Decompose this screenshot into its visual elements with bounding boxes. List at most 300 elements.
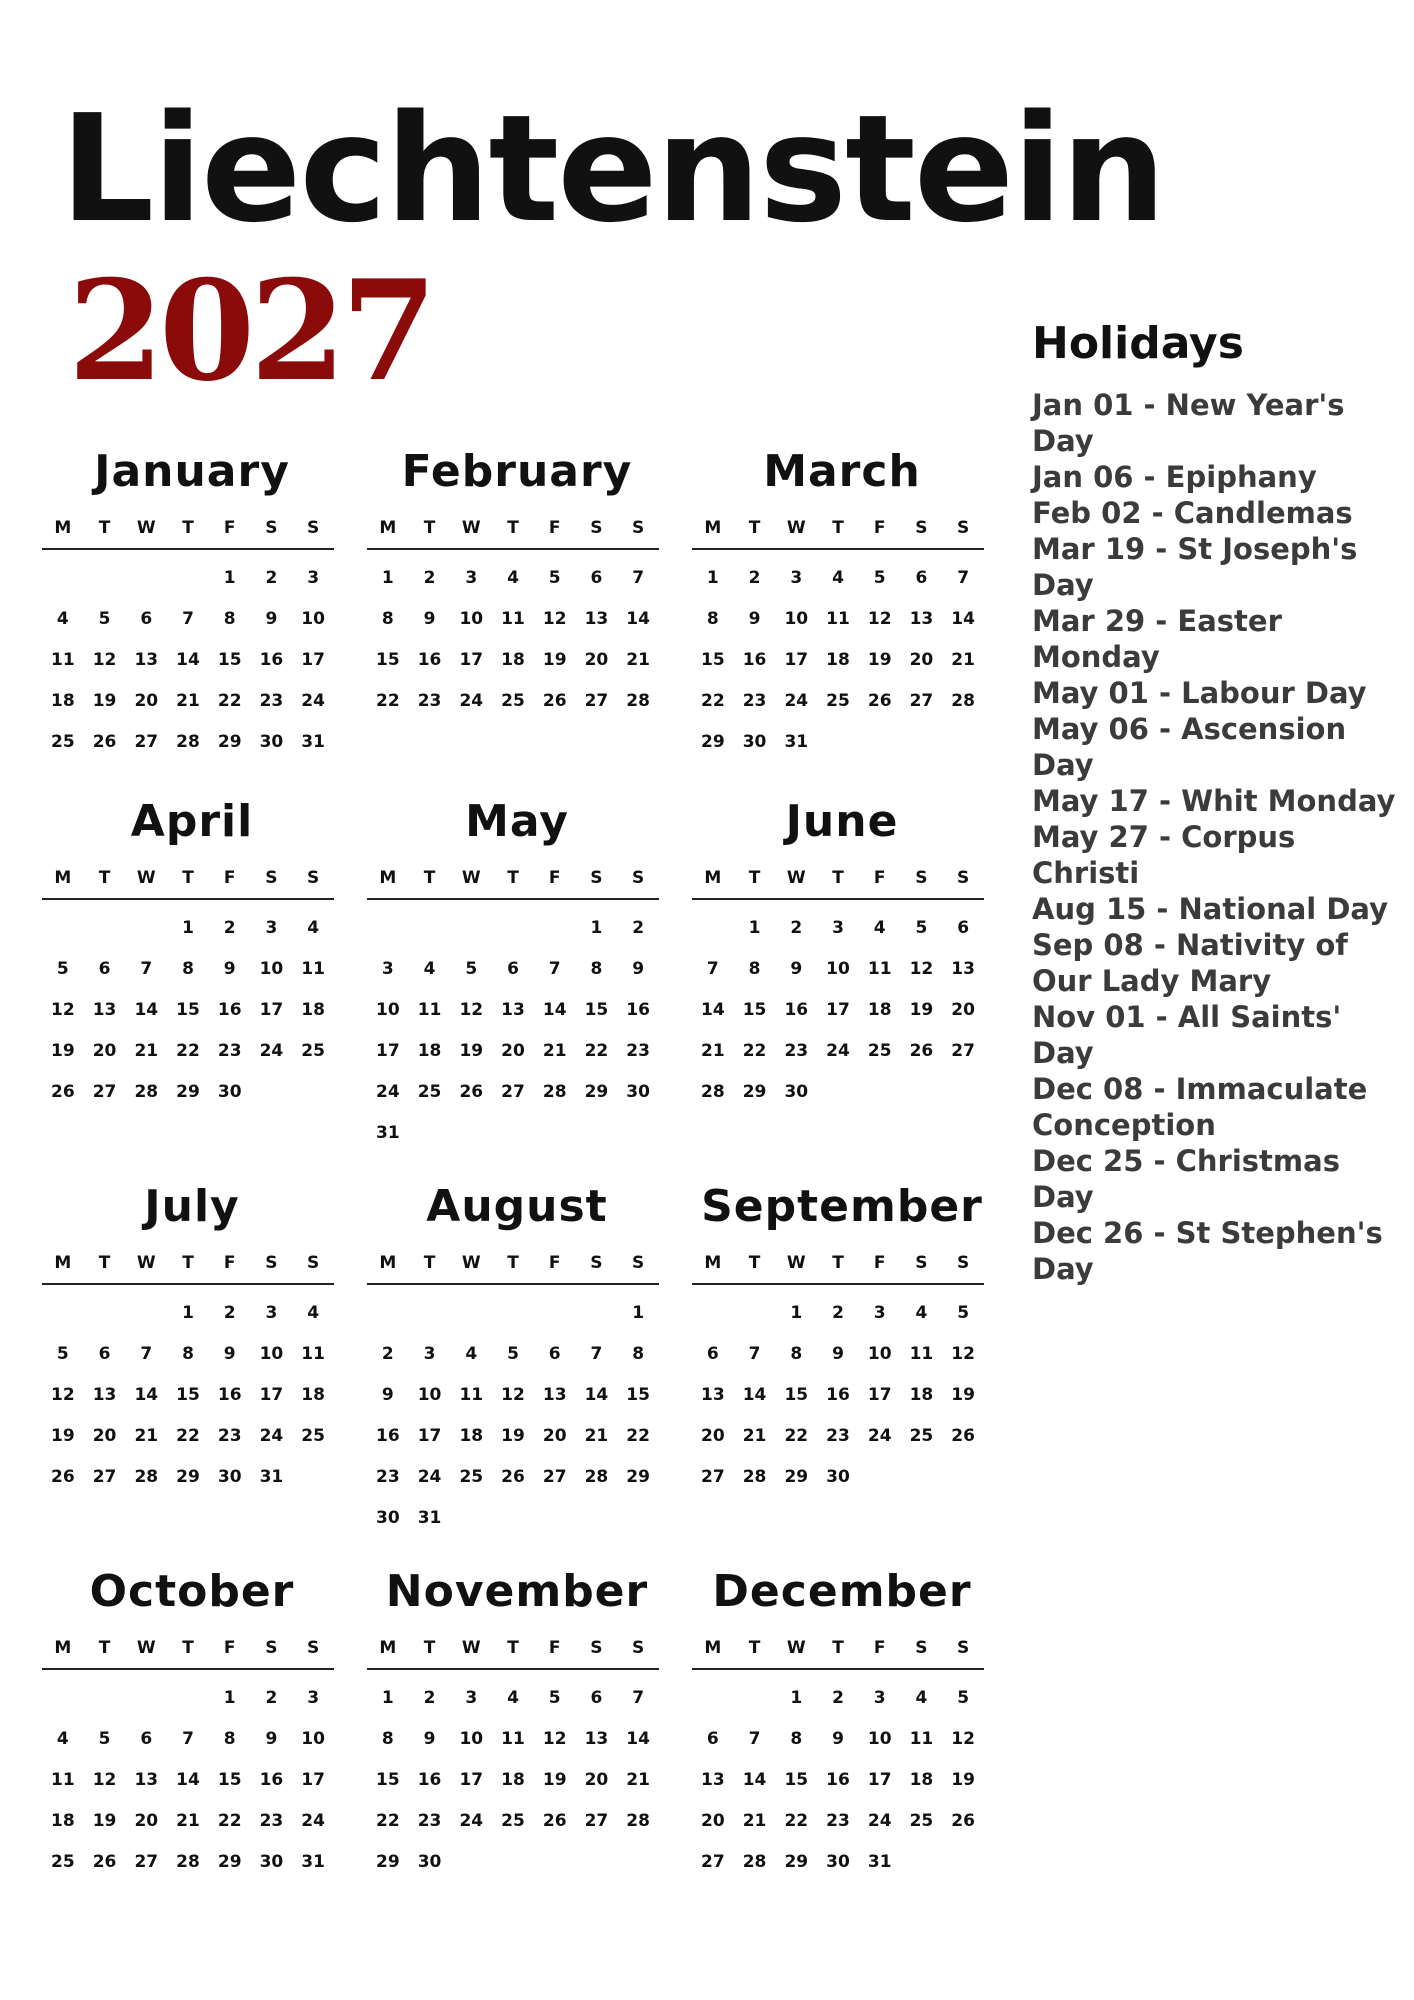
day-cell: 27: [584, 691, 609, 711]
day-cell: 29: [784, 1852, 809, 1872]
day-cell: 11: [51, 650, 75, 670]
day-cell: 25: [909, 1426, 934, 1446]
day-cell: 2: [423, 568, 436, 588]
day-cell: 30: [626, 1082, 650, 1102]
weekday-label: W: [786, 868, 806, 888]
day-cell: 21: [176, 1811, 200, 1831]
day-cell: 31: [259, 1467, 284, 1487]
weekday-label: T: [748, 868, 761, 888]
month-december: [692, 1560, 992, 1883]
month-name: January: [94, 446, 290, 497]
day-cell: 29: [176, 1467, 200, 1487]
weekday-label: M: [704, 1638, 722, 1658]
empty-cell: [125, 908, 167, 949]
day-cell: 24: [259, 1426, 284, 1446]
month-name: August: [426, 1181, 608, 1232]
day-cell: 14: [176, 1770, 200, 1790]
weekday-label: T: [182, 1638, 194, 1658]
day-cell: 28: [742, 1852, 767, 1872]
holiday-item: Aug 15 - National Day: [1032, 892, 1389, 926]
day-cell: 26: [51, 1467, 75, 1487]
day-cell: 28: [951, 691, 975, 711]
day-cell: 5: [548, 568, 561, 588]
day-cell: 22: [176, 1041, 200, 1061]
day-cell: 22: [701, 691, 725, 711]
day-cell: 19: [459, 1041, 484, 1061]
day-cell: 10: [459, 609, 484, 629]
day-cell: 15: [176, 1000, 200, 1020]
day-cell: 25: [501, 1811, 525, 1831]
day-cell: 10: [867, 1344, 892, 1364]
day-cell: 24: [867, 1811, 892, 1831]
weekday-label: S: [915, 1638, 928, 1658]
day-cell: 10: [784, 609, 809, 629]
day-cell: 14: [176, 650, 200, 670]
day-cell: 27: [542, 1467, 567, 1487]
day-cell: 1: [706, 568, 719, 588]
day-cell: 3: [832, 918, 844, 938]
day-cell: 26: [51, 1082, 75, 1102]
day-cell: 9: [265, 1729, 278, 1749]
day-cell: 3: [381, 959, 394, 979]
day-cell: 29: [701, 732, 725, 752]
day-cell: 22: [217, 1811, 242, 1831]
day-cell: 14: [542, 1000, 567, 1020]
day-cell: 20: [909, 650, 934, 670]
weekday-label: M: [379, 1253, 397, 1273]
empty-cell: [42, 558, 84, 599]
day-cell: 1: [182, 1303, 194, 1323]
day-cell: 14: [134, 1000, 159, 1020]
day-cell: 14: [742, 1770, 767, 1790]
weekday-header: [692, 854, 984, 900]
day-cell: 24: [459, 1811, 484, 1831]
day-cell: 25: [826, 691, 850, 711]
weekday-label: M: [54, 518, 72, 538]
holiday-item: May 06 - Ascension Day: [1032, 712, 1347, 782]
weekday-label: S: [957, 1638, 970, 1658]
day-cell: 16: [259, 650, 284, 670]
day-cell: 7: [632, 568, 645, 588]
day-cell: 30: [376, 1508, 400, 1528]
empty-cell: [450, 908, 492, 949]
day-cell: 23: [376, 1467, 400, 1487]
day-cell: 5: [957, 1303, 970, 1323]
day-cell: 2: [423, 1688, 436, 1708]
day-grid: [692, 908, 984, 1113]
day-cell: 27: [501, 1082, 525, 1102]
day-cell: 1: [748, 918, 761, 938]
day-cell: 9: [381, 1385, 394, 1405]
weekday-label: W: [786, 1253, 806, 1273]
day-cell: 27: [92, 1467, 117, 1487]
day-cell: 19: [909, 1000, 934, 1020]
day-cell: 13: [134, 650, 159, 670]
weekday-label: T: [748, 1638, 761, 1658]
month-name: May: [465, 796, 569, 847]
day-cell: 19: [542, 650, 567, 670]
holiday-item: Mar 19 - St Joseph's Day: [1032, 532, 1358, 602]
empty-cell: [84, 908, 126, 949]
empty-cell: [125, 558, 167, 599]
day-cell: 24: [301, 691, 325, 711]
day-cell: 5: [873, 568, 886, 588]
day-cell: 22: [626, 1426, 650, 1446]
day-cell: 30: [826, 1467, 850, 1487]
day-cell: 14: [626, 609, 650, 629]
day-cell: 4: [307, 918, 320, 938]
day-cell: 7: [748, 1344, 761, 1364]
holiday-item: Jan 01 - New Year's Day: [1032, 388, 1345, 458]
day-cell: 3: [790, 568, 803, 588]
day-cell: 20: [134, 691, 159, 711]
day-cell: 14: [134, 1385, 159, 1405]
weekday-label: F: [873, 518, 886, 538]
day-cell: 26: [909, 1041, 934, 1061]
day-cell: 25: [909, 1811, 934, 1831]
day-cell: 10: [867, 1729, 892, 1749]
year-label: 2027: [68, 249, 433, 412]
day-cell: 23: [626, 1041, 650, 1061]
weekday-label: T: [423, 1638, 436, 1658]
day-cell: 6: [140, 1729, 153, 1749]
day-cell: 20: [701, 1426, 725, 1446]
holiday-item: May 27 - Corpus Christi: [1032, 820, 1296, 890]
day-cell: 15: [584, 1000, 609, 1020]
day-cell: 17: [826, 1000, 850, 1020]
weekday-header: [692, 1624, 984, 1670]
weekday-label: M: [379, 1638, 397, 1658]
day-cell: 11: [909, 1729, 934, 1749]
day-cell: 9: [423, 609, 436, 629]
weekday-label: W: [136, 518, 156, 538]
weekday-header: [367, 1624, 659, 1670]
holiday-item: May 01 - Labour Day: [1032, 676, 1367, 710]
day-cell: 12: [951, 1729, 975, 1749]
weekday-label: S: [632, 1638, 645, 1658]
day-cell: 4: [832, 568, 844, 588]
day-cell: 7: [182, 1729, 194, 1749]
day-cell: 18: [459, 1426, 484, 1446]
day-cell: 23: [217, 1041, 242, 1061]
weekday-header: [42, 854, 334, 900]
day-cell: 24: [301, 1811, 325, 1831]
day-cell: 17: [259, 1000, 284, 1020]
day-cell: 10: [259, 1344, 284, 1364]
weekday-label: S: [307, 1253, 320, 1273]
day-cell: 22: [176, 1426, 200, 1446]
day-cell: 10: [301, 1729, 325, 1749]
day-cell: 6: [915, 568, 928, 588]
day-cell: 19: [92, 691, 117, 711]
day-cell: 11: [417, 1000, 442, 1020]
month-september: [692, 1175, 992, 1498]
day-cell: 8: [223, 609, 236, 629]
holiday-item: Mar 29 - Easter Monday: [1032, 604, 1282, 674]
day-cell: 17: [784, 650, 809, 670]
day-cell: 5: [465, 959, 478, 979]
day-cell: 25: [301, 1426, 325, 1446]
day-cell: 5: [507, 1344, 519, 1364]
day-cell: 16: [259, 1770, 284, 1790]
weekday-label: T: [832, 518, 844, 538]
day-cell: 8: [182, 959, 194, 979]
weekday-label: S: [957, 868, 970, 888]
day-cell: 15: [376, 650, 400, 670]
day-cell: 2: [265, 568, 278, 588]
weekday-label: S: [632, 868, 645, 888]
day-cell: 20: [92, 1041, 117, 1061]
weekday-label: W: [461, 868, 481, 888]
day-grid: [367, 558, 659, 722]
day-cell: 6: [706, 1729, 719, 1749]
day-cell: 3: [465, 568, 478, 588]
day-cell: 9: [790, 959, 803, 979]
day-cell: 13: [501, 1000, 525, 1020]
weekday-label: S: [957, 1253, 970, 1273]
day-cell: 1: [223, 568, 236, 588]
day-cell: 22: [376, 1811, 400, 1831]
day-cell: 16: [784, 1000, 809, 1020]
day-cell: 2: [748, 568, 761, 588]
day-cell: 13: [909, 609, 934, 629]
day-cell: 20: [501, 1041, 525, 1061]
empty-cell: [167, 558, 209, 599]
weekday-label: T: [832, 1253, 844, 1273]
day-cell: 9: [832, 1729, 844, 1749]
day-cell: 20: [951, 1000, 975, 1020]
day-cell: 11: [501, 1729, 525, 1749]
day-cell: 26: [867, 691, 892, 711]
day-cell: 29: [217, 732, 242, 752]
holiday-item: Dec 26 - St Stephen's Day: [1032, 1216, 1383, 1286]
day-cell: 19: [51, 1426, 75, 1446]
weekday-label: M: [54, 1253, 72, 1273]
empty-cell: [409, 1293, 451, 1334]
day-cell: 25: [301, 1041, 325, 1061]
month-june: [692, 790, 992, 1113]
day-cell: 26: [951, 1811, 975, 1831]
day-cell: 14: [951, 609, 975, 629]
day-cell: 19: [951, 1770, 975, 1790]
day-cell: 11: [826, 609, 850, 629]
weekday-label: T: [182, 518, 194, 538]
day-cell: 9: [832, 1344, 844, 1364]
day-cell: 7: [140, 959, 153, 979]
day-cell: 18: [51, 1811, 75, 1831]
weekday-label: F: [223, 868, 236, 888]
day-cell: 13: [542, 1385, 567, 1405]
day-cell: 2: [223, 1303, 236, 1323]
day-cell: 3: [423, 1344, 436, 1364]
day-cell: 4: [507, 568, 519, 588]
day-cell: 5: [56, 959, 69, 979]
day-cell: 23: [826, 1426, 850, 1446]
day-cell: 28: [584, 1467, 609, 1487]
day-cell: 4: [873, 918, 886, 938]
day-cell: 15: [376, 1770, 400, 1790]
day-cell: 3: [873, 1688, 886, 1708]
day-cell: 13: [951, 959, 975, 979]
day-cell: 27: [701, 1852, 725, 1872]
empty-cell: [692, 1293, 734, 1334]
day-cell: 7: [957, 568, 970, 588]
day-cell: 30: [784, 1082, 809, 1102]
day-cell: 9: [223, 959, 236, 979]
day-cell: 4: [56, 1729, 69, 1749]
month-april: [42, 790, 342, 1113]
day-cell: 30: [217, 1467, 242, 1487]
day-cell: 6: [140, 609, 153, 629]
day-cell: 23: [417, 691, 442, 711]
day-cell: 29: [217, 1852, 242, 1872]
day-cell: 6: [590, 568, 603, 588]
day-cell: 3: [307, 1688, 320, 1708]
empty-cell: [734, 1678, 776, 1719]
day-cell: 8: [790, 1729, 803, 1749]
day-cell: 17: [301, 650, 325, 670]
day-cell: 22: [584, 1041, 609, 1061]
day-cell: 27: [701, 1467, 725, 1487]
weekday-header: [367, 504, 659, 550]
weekday-label: S: [265, 1253, 278, 1273]
day-cell: 14: [626, 1729, 650, 1749]
day-cell: 8: [381, 609, 394, 629]
day-cell: 20: [701, 1811, 725, 1831]
day-cell: 5: [915, 918, 928, 938]
day-cell: 1: [590, 918, 603, 938]
day-cell: 11: [501, 609, 525, 629]
weekday-label: S: [915, 1253, 928, 1273]
weekday-label: W: [461, 1253, 481, 1273]
day-cell: 30: [417, 1852, 442, 1872]
day-cell: 16: [417, 1770, 442, 1790]
day-cell: 16: [417, 650, 442, 670]
day-cell: 18: [501, 1770, 525, 1790]
day-cell: 21: [542, 1041, 567, 1061]
day-cell: 2: [223, 918, 236, 938]
day-cell: 25: [867, 1041, 892, 1061]
day-cell: 17: [376, 1041, 400, 1061]
weekday-header: [692, 1239, 984, 1285]
day-cell: 6: [590, 1688, 603, 1708]
day-grid: [42, 1293, 334, 1498]
day-cell: 17: [867, 1385, 892, 1405]
day-cell: 11: [301, 1344, 325, 1364]
empty-cell: [534, 1293, 576, 1334]
month-february: [367, 440, 667, 722]
day-cell: 8: [381, 1729, 394, 1749]
day-grid: [692, 1293, 984, 1498]
day-cell: 12: [51, 1385, 75, 1405]
weekday-label: F: [548, 518, 561, 538]
day-cell: 15: [784, 1385, 809, 1405]
day-cell: 4: [465, 1344, 478, 1364]
empty-cell: [492, 1293, 534, 1334]
day-cell: 17: [867, 1770, 892, 1790]
weekday-label: W: [136, 868, 156, 888]
empty-cell: [367, 908, 409, 949]
weekday-header: [42, 1624, 334, 1670]
weekday-label: W: [461, 1638, 481, 1658]
day-cell: 11: [301, 959, 325, 979]
weekday-label: T: [748, 1253, 761, 1273]
day-cell: 19: [501, 1426, 525, 1446]
day-cell: 23: [742, 691, 767, 711]
page-title: Liechtenstein: [60, 83, 1165, 255]
day-cell: 5: [98, 1729, 111, 1749]
day-cell: 9: [632, 959, 645, 979]
day-cell: 28: [134, 1082, 159, 1102]
month-name: September: [701, 1181, 983, 1232]
day-cell: 27: [584, 1811, 609, 1831]
day-cell: 25: [459, 1467, 484, 1487]
day-cell: 17: [459, 1770, 484, 1790]
day-cell: 14: [584, 1385, 609, 1405]
day-cell: 27: [951, 1041, 975, 1061]
day-cell: 26: [542, 1811, 567, 1831]
day-grid: [692, 558, 984, 763]
weekday-label: M: [704, 868, 722, 888]
day-cell: 21: [626, 1770, 650, 1790]
day-cell: 1: [182, 918, 194, 938]
day-cell: 18: [909, 1385, 934, 1405]
holiday-item: Nov 01 - All Saints' Day: [1032, 1000, 1342, 1070]
weekday-label: W: [786, 1638, 806, 1658]
day-cell: 18: [867, 1000, 892, 1020]
month-name: February: [401, 446, 633, 497]
day-cell: 9: [748, 609, 761, 629]
weekday-label: T: [507, 1253, 519, 1273]
weekday-label: S: [590, 868, 603, 888]
day-cell: 21: [951, 650, 975, 670]
weekday-label: S: [307, 868, 320, 888]
day-cell: 22: [784, 1426, 809, 1446]
weekday-label: S: [265, 1638, 278, 1658]
day-cell: 18: [417, 1041, 442, 1061]
day-cell: 23: [259, 1811, 284, 1831]
empty-cell: [692, 1678, 734, 1719]
day-cell: 24: [784, 691, 809, 711]
day-cell: 12: [909, 959, 934, 979]
weekday-label: S: [590, 518, 603, 538]
day-cell: 16: [826, 1770, 850, 1790]
weekday-label: S: [265, 518, 278, 538]
empty-cell: [42, 1678, 84, 1719]
day-cell: 8: [590, 959, 603, 979]
weekday-label: T: [182, 1253, 194, 1273]
holiday-item: Dec 25 - Christmas Day: [1032, 1144, 1340, 1214]
day-cell: 16: [376, 1426, 400, 1446]
day-cell: 23: [217, 1426, 242, 1446]
empty-cell: [42, 908, 84, 949]
day-cell: 29: [584, 1082, 609, 1102]
holiday-item: Sep 08 - Nativity of Our Lady Mary: [1032, 928, 1348, 998]
month-name: December: [712, 1566, 972, 1617]
weekday-label: F: [223, 518, 236, 538]
day-cell: 15: [217, 650, 242, 670]
day-cell: 26: [92, 732, 117, 752]
weekday-label: T: [182, 868, 194, 888]
day-cell: 13: [701, 1770, 725, 1790]
day-cell: 1: [790, 1303, 803, 1323]
day-cell: 28: [742, 1467, 767, 1487]
day-cell: 16: [217, 1385, 242, 1405]
day-cell: 27: [92, 1082, 117, 1102]
day-cell: 3: [873, 1303, 886, 1323]
day-cell: 13: [134, 1770, 159, 1790]
day-cell: 18: [909, 1770, 934, 1790]
